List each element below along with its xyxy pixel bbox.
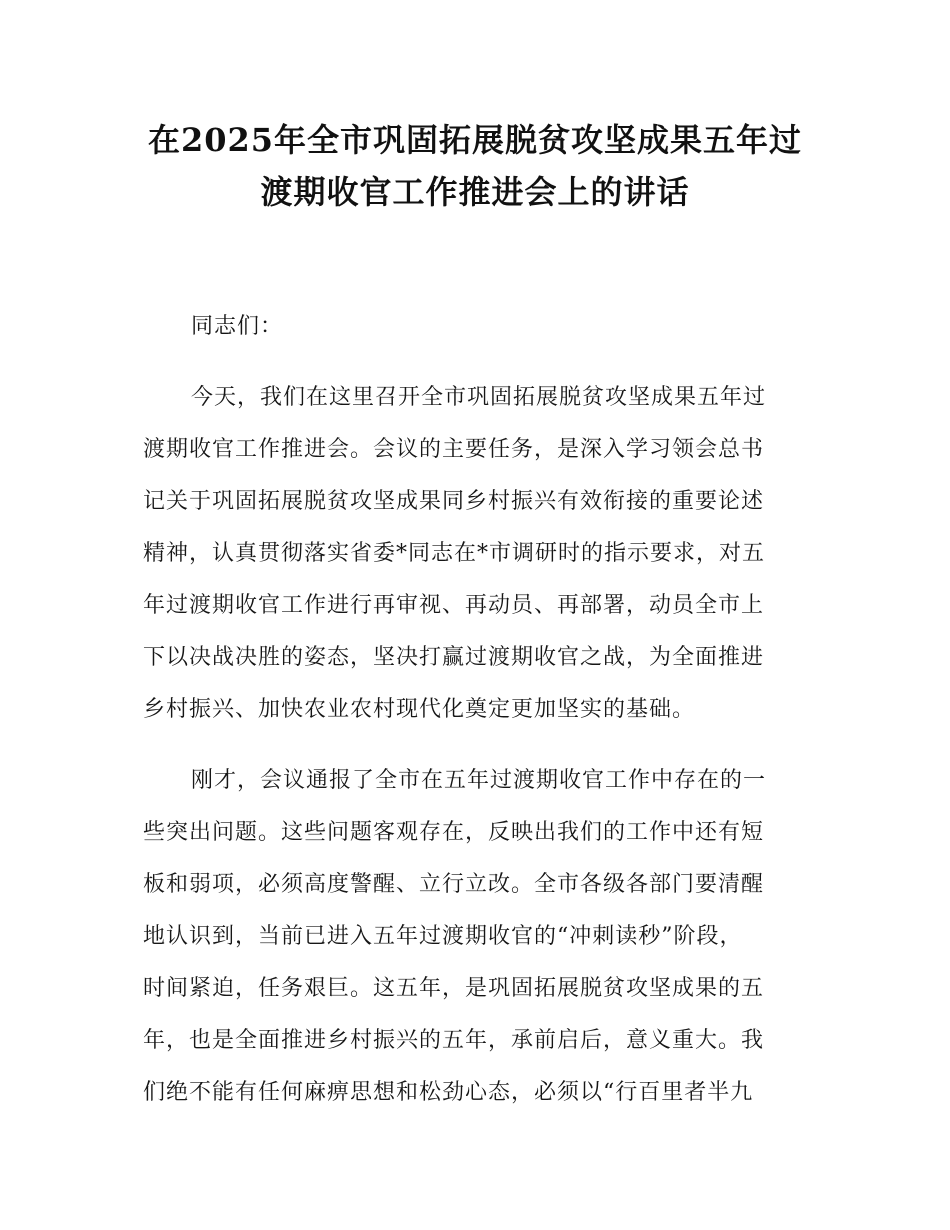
text-line: 们绝不能有任何麻痹思想和松劲心态，必须以“行百里者半九 [143,1080,754,1105]
text-line: 年过渡期收官工作进行再审视、再动员、再部署，动员全市上 [143,593,765,618]
body-paragraph [143,755,813,1119]
text-line: 板和弱项，必须高度警醒、立行立改。全市各级各部门要清醒 [143,872,765,897]
body-paragraph [143,372,813,736]
text-line: 时间紧迫，任务艰巨。这五年，是巩固拓展脱贫攻坚成果的五 [143,976,765,1001]
text-line: 些突出问题。这些问题客观存在，反映出我们的工作中还有短 [143,820,765,845]
text-line: 地认识到，当前已进入五年过渡期收官的“冲刺读秒”阶段， [143,924,743,949]
text-line: 下以决战决胜的姿态，坚决打赢过渡期收官之战，为全面推进 [143,645,765,670]
text-line: 年，也是全面推进乡村振兴的五年，承前启后，意义重大。我 [143,1028,765,1053]
title-line: 渡期收官工作推进会上的讲话 [260,173,690,211]
text-line: 同志们： [191,314,284,339]
document-body [143,301,813,1138]
text-line: 精神，认真贯彻落实省委*同志在*市调研时的指示要求，对五 [143,541,766,566]
text-line: 记关于巩固拓展脱贫攻坚成果同乡村振兴有效衔接的重要论述 [143,489,765,514]
text-line: 刚才，会议通报了全市在五年过渡期收官工作中存在的一 [191,768,767,793]
text-line: 渡期收官工作推进会。会议的主要任务，是深入学习领会总书 [143,437,765,462]
document-title [140,114,810,218]
title-line: 在2025年全市巩固拓展脱贫攻坚成果五年过 [147,121,803,159]
text-line: 今天，我们在这里召开全市巩固拓展脱贫攻坚成果五年过 [191,385,767,410]
text-line: 乡村振兴、加快农业农村现代化奠定更加坚实的基础。 [143,697,696,722]
salutation-paragraph [143,301,813,353]
